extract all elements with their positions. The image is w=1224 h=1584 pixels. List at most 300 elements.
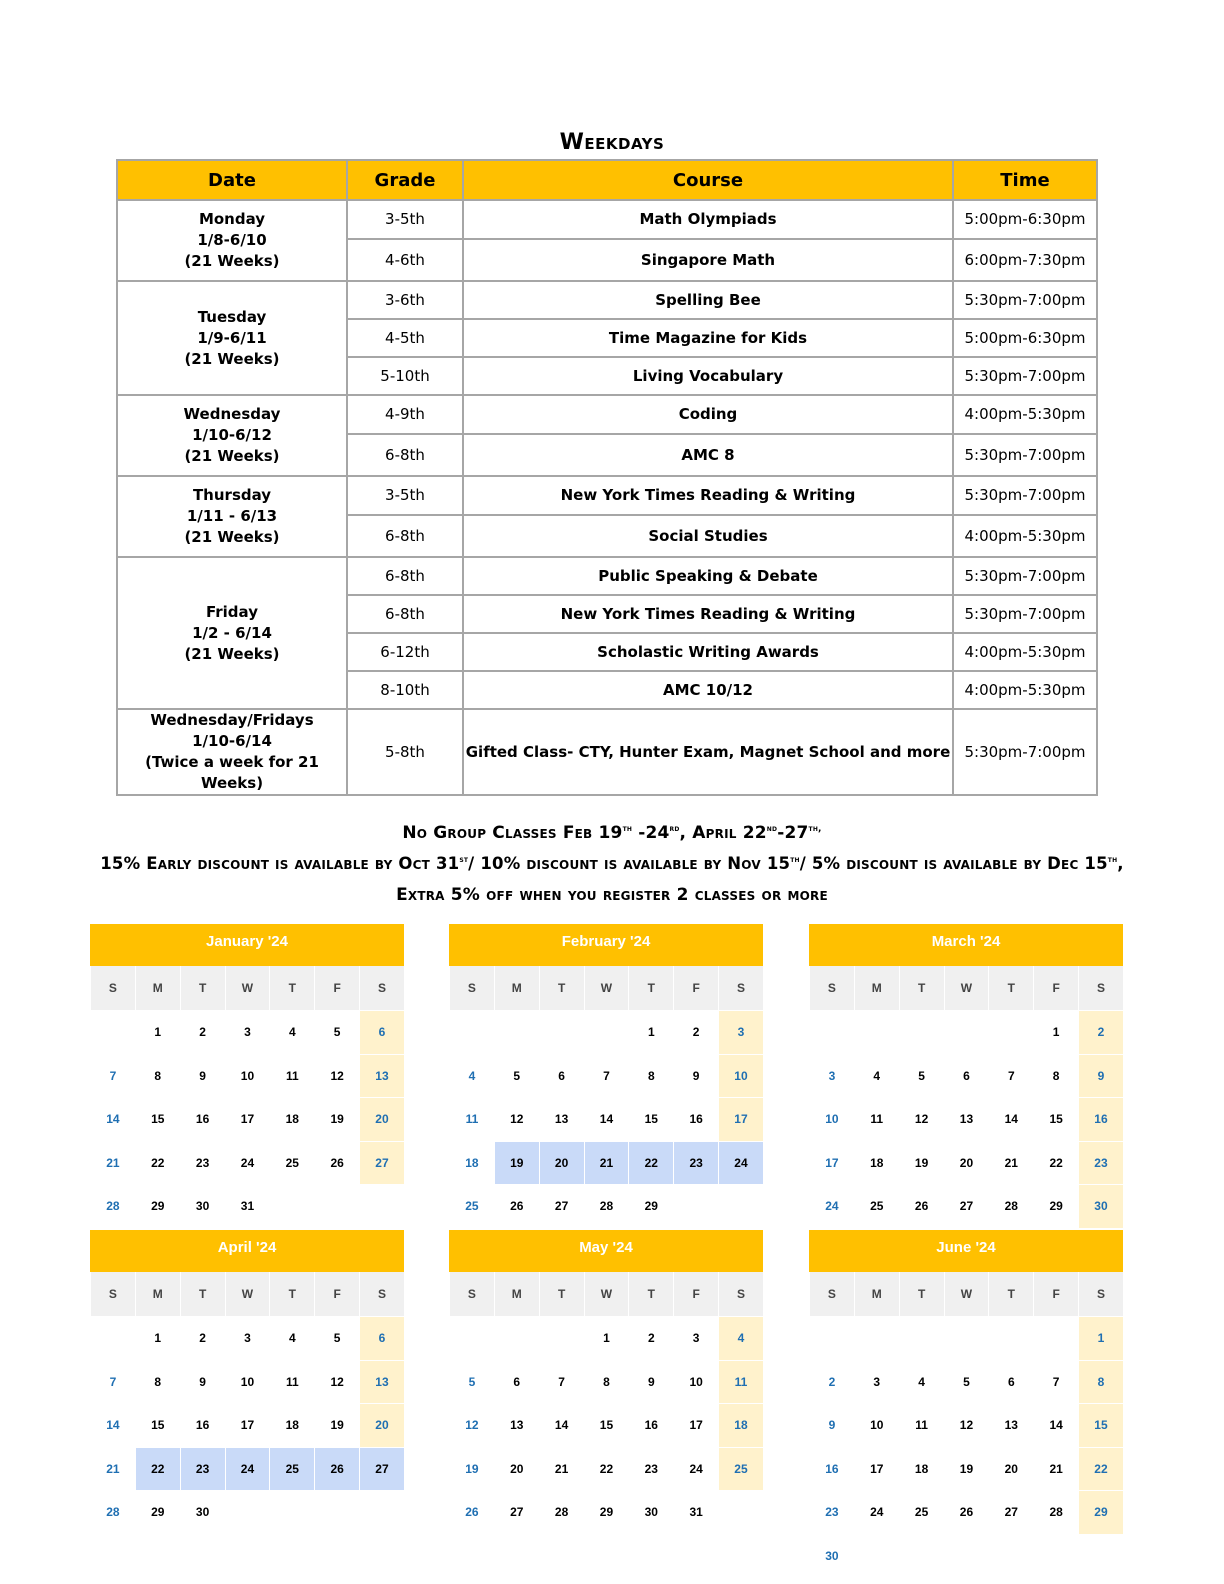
weekday-header: S bbox=[1078, 1272, 1123, 1316]
calendar-empty-cell bbox=[718, 1184, 763, 1228]
calendar-day: 24 bbox=[718, 1141, 763, 1185]
calendar-empty-cell bbox=[449, 1316, 494, 1360]
calendar-day: 4 bbox=[269, 1010, 314, 1054]
calendar-day: 7 bbox=[90, 1360, 135, 1404]
month-grid bbox=[809, 1272, 1123, 1578]
calendar-empty-cell bbox=[854, 1534, 899, 1578]
calendar-day: 25 bbox=[854, 1184, 899, 1228]
date-cell: Wednesday/Fridays 1/10-6/14 (Twice a week for 21 Weeks) bbox=[117, 709, 347, 795]
calendar-day: 11 bbox=[269, 1360, 314, 1404]
calendar-day: 16 bbox=[673, 1097, 718, 1141]
calendar-day: 17 bbox=[225, 1097, 270, 1141]
grade-cell: 8-10th bbox=[347, 671, 463, 709]
calendar-day: 29 bbox=[1078, 1490, 1123, 1534]
calendar-day: 25 bbox=[269, 1447, 314, 1491]
weekday-header: T bbox=[899, 1272, 944, 1316]
weekday-header: M bbox=[135, 966, 180, 1010]
calendar-day: 7 bbox=[1033, 1360, 1078, 1404]
calendar-day: 20 bbox=[359, 1097, 404, 1141]
weekday-header: S bbox=[718, 1272, 763, 1316]
calendar-empty-cell bbox=[809, 1010, 854, 1054]
calendar-day: 4 bbox=[899, 1360, 944, 1404]
calendar-day: 13 bbox=[988, 1403, 1033, 1447]
calendar-empty-cell bbox=[269, 1490, 314, 1534]
calendar-day: 16 bbox=[180, 1403, 225, 1447]
calendar-day: 29 bbox=[584, 1490, 629, 1534]
grade-cell: 4-9th bbox=[347, 395, 463, 434]
table-row bbox=[117, 200, 1097, 239]
weekday-header: W bbox=[584, 1272, 629, 1316]
calendar-day: 27 bbox=[494, 1490, 539, 1534]
calendar-empty-cell bbox=[90, 1010, 135, 1054]
weekday-header: T bbox=[988, 1272, 1033, 1316]
calendar-day: 6 bbox=[494, 1360, 539, 1404]
calendar-day: 24 bbox=[225, 1141, 270, 1185]
grade-cell: 5-10th bbox=[347, 357, 463, 395]
header-time: Time bbox=[953, 160, 1097, 200]
weekday-header: S bbox=[90, 966, 135, 1010]
calendar-day: 4 bbox=[718, 1316, 763, 1360]
calendar-day: 19 bbox=[314, 1097, 359, 1141]
calendar-day: 21 bbox=[988, 1141, 1033, 1185]
calendar-day: 2 bbox=[180, 1316, 225, 1360]
calendar-empty-cell bbox=[944, 1010, 989, 1054]
calendar-day: 13 bbox=[359, 1360, 404, 1404]
calendar-day: 8 bbox=[1033, 1054, 1078, 1098]
course-cell: Social Studies bbox=[463, 515, 953, 557]
calendar-day: 16 bbox=[180, 1097, 225, 1141]
calendar-day: 14 bbox=[539, 1403, 584, 1447]
calendar-day: 23 bbox=[673, 1141, 718, 1185]
time-cell: 5:30pm-7:00pm bbox=[953, 557, 1097, 595]
calendar-day: 13 bbox=[494, 1403, 539, 1447]
calendar-day: 9 bbox=[1078, 1054, 1123, 1098]
calendar-day: 8 bbox=[628, 1054, 673, 1098]
calendar-day: 30 bbox=[180, 1184, 225, 1228]
weekday-header: S bbox=[449, 966, 494, 1010]
calendar-empty-cell bbox=[809, 1316, 854, 1360]
weekday-header: S bbox=[90, 1272, 135, 1316]
calendar-day: 26 bbox=[449, 1490, 494, 1534]
weekday-header: F bbox=[314, 1272, 359, 1316]
calendar-day: 8 bbox=[135, 1360, 180, 1404]
calendar-empty-cell bbox=[718, 1490, 763, 1534]
calendar-day: 11 bbox=[899, 1403, 944, 1447]
calendar-day: 20 bbox=[359, 1403, 404, 1447]
calendar-day: 25 bbox=[449, 1184, 494, 1228]
calendar-day: 26 bbox=[314, 1141, 359, 1185]
weekday-header: M bbox=[854, 966, 899, 1010]
calendar-empty-cell bbox=[359, 1184, 404, 1228]
calendar-empty-cell bbox=[988, 1010, 1033, 1054]
header-course: Course bbox=[463, 160, 953, 200]
calendar-day: 3 bbox=[854, 1360, 899, 1404]
calendar-day: 12 bbox=[494, 1097, 539, 1141]
weekday-header: T bbox=[180, 1272, 225, 1316]
calendar-day: 1 bbox=[1033, 1010, 1078, 1054]
calendar-day: 13 bbox=[539, 1097, 584, 1141]
month-grid bbox=[449, 966, 763, 1228]
month-calendar bbox=[809, 1230, 1123, 1578]
calendar-day: 10 bbox=[718, 1054, 763, 1098]
time-cell: 4:00pm-5:30pm bbox=[953, 671, 1097, 709]
calendar-empty-cell bbox=[899, 1534, 944, 1578]
calendar-day: 10 bbox=[225, 1360, 270, 1404]
time-cell: 5:00pm-6:30pm bbox=[953, 319, 1097, 357]
calendar-day: 26 bbox=[944, 1490, 989, 1534]
calendar-day: 30 bbox=[180, 1490, 225, 1534]
extra-discount-note: Extra 5% off when you register 2 classes or more bbox=[396, 885, 828, 905]
weekday-header: F bbox=[673, 966, 718, 1010]
calendar-day: 2 bbox=[628, 1316, 673, 1360]
calendar-day: 5 bbox=[314, 1316, 359, 1360]
calendar-day: 10 bbox=[225, 1054, 270, 1098]
calendar-empty-cell bbox=[1033, 1534, 1078, 1578]
time-cell: 5:30pm-7:00pm bbox=[953, 476, 1097, 515]
calendar-day: 19 bbox=[944, 1447, 989, 1491]
calendar-empty-cell bbox=[449, 1010, 494, 1054]
month-calendar bbox=[90, 1230, 404, 1534]
calendar-day: 5 bbox=[449, 1360, 494, 1404]
calendar-day: 18 bbox=[449, 1141, 494, 1185]
schedule-table bbox=[116, 159, 1098, 796]
calendar-empty-cell bbox=[1078, 1534, 1123, 1578]
calendar-day: 18 bbox=[899, 1447, 944, 1491]
calendar-empty-cell bbox=[539, 1316, 584, 1360]
calendar-day: 18 bbox=[269, 1097, 314, 1141]
calendar-day: 30 bbox=[1078, 1184, 1123, 1228]
time-cell: 4:00pm-5:30pm bbox=[953, 633, 1097, 671]
weekday-header: W bbox=[225, 1272, 270, 1316]
calendar-day: 26 bbox=[899, 1184, 944, 1228]
calendar-day: 23 bbox=[809, 1490, 854, 1534]
time-cell: 5:30pm-7:00pm bbox=[953, 709, 1097, 795]
calendar-day: 12 bbox=[944, 1403, 989, 1447]
calendar-day: 24 bbox=[673, 1447, 718, 1491]
calendar-day: 12 bbox=[314, 1360, 359, 1404]
weekday-header: M bbox=[854, 1272, 899, 1316]
calendar-day: 22 bbox=[628, 1141, 673, 1185]
calendar-day: 22 bbox=[135, 1141, 180, 1185]
calendar-empty-cell bbox=[988, 1534, 1033, 1578]
calendar-day: 14 bbox=[584, 1097, 629, 1141]
course-cell: AMC 10/12 bbox=[463, 671, 953, 709]
calendar-day: 4 bbox=[449, 1054, 494, 1098]
header-date: Date bbox=[117, 160, 347, 200]
month-title: January '24 bbox=[90, 924, 404, 966]
grade-cell: 6-8th bbox=[347, 515, 463, 557]
calendar-day: 29 bbox=[628, 1184, 673, 1228]
table-row bbox=[117, 395, 1097, 434]
calendar-day: 16 bbox=[628, 1403, 673, 1447]
month-calendar bbox=[449, 1230, 763, 1534]
time-cell: 4:00pm-5:30pm bbox=[953, 515, 1097, 557]
weekday-header: T bbox=[269, 966, 314, 1010]
calendar-day: 6 bbox=[539, 1054, 584, 1098]
calendar-day: 25 bbox=[899, 1490, 944, 1534]
month-title: April '24 bbox=[90, 1230, 404, 1272]
weekday-header: S bbox=[718, 966, 763, 1010]
calendar-empty-cell bbox=[854, 1316, 899, 1360]
calendar-day: 17 bbox=[718, 1097, 763, 1141]
weekday-header: M bbox=[494, 1272, 539, 1316]
calendar-day: 15 bbox=[135, 1403, 180, 1447]
calendar-day: 8 bbox=[1078, 1360, 1123, 1404]
calendar-day: 27 bbox=[944, 1184, 989, 1228]
no-class-note: No Group Classes Feb 19th -24rd, April $22nd-27^{th,}$ bbox=[402, 823, 822, 843]
calendar-day: 19 bbox=[449, 1447, 494, 1491]
calendar-day: 4 bbox=[269, 1316, 314, 1360]
calendar-empty-cell bbox=[854, 1010, 899, 1054]
calendar-empty-cell bbox=[988, 1316, 1033, 1360]
calendar-day: 29 bbox=[135, 1490, 180, 1534]
calendar-day: 6 bbox=[944, 1054, 989, 1098]
calendar-day: 18 bbox=[269, 1403, 314, 1447]
calendar-day: 5 bbox=[899, 1054, 944, 1098]
calendar-day: 3 bbox=[718, 1010, 763, 1054]
table-row bbox=[117, 476, 1097, 515]
course-cell: Coding bbox=[463, 395, 953, 434]
month-title: May '24 bbox=[449, 1230, 763, 1272]
course-cell: Math Olympiads bbox=[463, 200, 953, 239]
calendar-day: 12 bbox=[899, 1097, 944, 1141]
calendar-day: 28 bbox=[1033, 1490, 1078, 1534]
calendar-day: 28 bbox=[90, 1184, 135, 1228]
calendar-day: 24 bbox=[225, 1447, 270, 1491]
calendar-day: 3 bbox=[225, 1010, 270, 1054]
course-cell: AMC 8 bbox=[463, 434, 953, 476]
course-cell: Public Speaking & Debate bbox=[463, 557, 953, 595]
calendar-day: 29 bbox=[1033, 1184, 1078, 1228]
grade-cell: 6-8th bbox=[347, 557, 463, 595]
calendar-day: 7 bbox=[539, 1360, 584, 1404]
calendar-day: 31 bbox=[225, 1184, 270, 1228]
calendar-day: 5 bbox=[944, 1360, 989, 1404]
calendar-day: 14 bbox=[1033, 1403, 1078, 1447]
weekday-header: F bbox=[314, 966, 359, 1010]
calendar-day: 28 bbox=[539, 1490, 584, 1534]
course-cell: Time Magazine for Kids bbox=[463, 319, 953, 357]
month-grid bbox=[809, 966, 1123, 1272]
calendar-empty-cell bbox=[1033, 1316, 1078, 1360]
weekday-header: S bbox=[359, 966, 404, 1010]
grade-cell: 6-8th bbox=[347, 434, 463, 476]
weekday-header: S bbox=[809, 966, 854, 1010]
month-calendar bbox=[809, 924, 1123, 1272]
course-cell: Living Vocabulary bbox=[463, 357, 953, 395]
calendar-empty-cell bbox=[90, 1316, 135, 1360]
calendar-day: 30 bbox=[628, 1490, 673, 1534]
calendar-day: 2 bbox=[180, 1010, 225, 1054]
weekday-header: S bbox=[1078, 966, 1123, 1010]
course-cell: New York Times Reading & Writing bbox=[463, 595, 953, 633]
calendar-empty-cell bbox=[899, 1316, 944, 1360]
weekday-header: T bbox=[628, 966, 673, 1010]
calendar-day: 13 bbox=[359, 1054, 404, 1098]
calendar-empty-cell bbox=[673, 1184, 718, 1228]
calendar-day: 21 bbox=[584, 1141, 629, 1185]
calendar-day: 11 bbox=[269, 1054, 314, 1098]
calendar-day: 15 bbox=[584, 1403, 629, 1447]
calendar-day: 21 bbox=[1033, 1447, 1078, 1491]
weekday-header: S bbox=[359, 1272, 404, 1316]
calendar-day: 18 bbox=[854, 1141, 899, 1185]
calendar-day: 7 bbox=[584, 1054, 629, 1098]
calendar-day: 18 bbox=[718, 1403, 763, 1447]
weekday-header: T bbox=[988, 966, 1033, 1010]
calendar-empty-cell bbox=[539, 1010, 584, 1054]
weekday-header: F bbox=[1033, 1272, 1078, 1316]
weekday-header: M bbox=[135, 1272, 180, 1316]
date-cell: Tuesday 1/9-6/11 (21 Weeks) bbox=[117, 281, 347, 395]
weekday-header: W bbox=[944, 966, 989, 1010]
grade-cell: 5-8th bbox=[347, 709, 463, 795]
calendar-day: 21 bbox=[539, 1447, 584, 1491]
grade-cell: 6-12th bbox=[347, 633, 463, 671]
calendar-day: 1 bbox=[135, 1010, 180, 1054]
month-calendar bbox=[90, 924, 404, 1228]
calendar-day: 28 bbox=[90, 1490, 135, 1534]
calendar-day: 23 bbox=[1078, 1141, 1123, 1185]
calendar-day: 5 bbox=[314, 1010, 359, 1054]
calendar-day: 14 bbox=[90, 1097, 135, 1141]
calendar-day: 10 bbox=[809, 1097, 854, 1141]
time-cell: 5:30pm-7:00pm bbox=[953, 281, 1097, 319]
weekday-header: T bbox=[269, 1272, 314, 1316]
calendar-day: 15 bbox=[1033, 1097, 1078, 1141]
calendar-day: 23 bbox=[180, 1447, 225, 1491]
calendar-empty-cell bbox=[899, 1010, 944, 1054]
table-body bbox=[117, 200, 1097, 795]
calendar-empty-cell bbox=[584, 1010, 629, 1054]
calendar-day: 26 bbox=[314, 1447, 359, 1491]
calendar-day: 15 bbox=[1078, 1403, 1123, 1447]
month-title: June '24 bbox=[809, 1230, 1123, 1272]
calendar-empty-cell bbox=[494, 1010, 539, 1054]
calendar-day: 28 bbox=[584, 1184, 629, 1228]
calendar-day: 9 bbox=[809, 1403, 854, 1447]
calendar-day: 6 bbox=[359, 1316, 404, 1360]
calendar-day: 15 bbox=[135, 1097, 180, 1141]
weekday-header: T bbox=[899, 966, 944, 1010]
calendar-day: 28 bbox=[988, 1184, 1033, 1228]
calendar-day: 16 bbox=[809, 1447, 854, 1491]
weekday-header: S bbox=[449, 1272, 494, 1316]
calendar-day: 29 bbox=[135, 1184, 180, 1228]
time-cell: 5:00pm-6:30pm bbox=[953, 200, 1097, 239]
calendar-empty-cell bbox=[314, 1184, 359, 1228]
header-grade: Grade bbox=[347, 160, 463, 200]
weekday-header: F bbox=[1033, 966, 1078, 1010]
course-cell: New York Times Reading & Writing bbox=[463, 476, 953, 515]
calendar-day: 14 bbox=[90, 1403, 135, 1447]
grade-cell: 3-5th bbox=[347, 476, 463, 515]
calendar-day: 22 bbox=[584, 1447, 629, 1491]
month-grid bbox=[90, 1272, 404, 1534]
calendar-day: 19 bbox=[314, 1403, 359, 1447]
calendar-day: 20 bbox=[494, 1447, 539, 1491]
calendar-day: 23 bbox=[180, 1141, 225, 1185]
calendar-day: 31 bbox=[673, 1490, 718, 1534]
time-cell: 4:00pm-5:30pm bbox=[953, 395, 1097, 434]
calendar-day: 25 bbox=[269, 1141, 314, 1185]
calendar-day: 23 bbox=[628, 1447, 673, 1491]
calendar-day: 19 bbox=[494, 1141, 539, 1185]
calendar-day: 20 bbox=[988, 1447, 1033, 1491]
date-cell: Friday 1/2 - 6/14 (21 Weeks) bbox=[117, 557, 347, 709]
month-title: February '24 bbox=[449, 924, 763, 966]
table-row bbox=[117, 281, 1097, 319]
weekday-header: W bbox=[584, 966, 629, 1010]
grade-cell: 3-5th bbox=[347, 200, 463, 239]
discount-note: 15% Early discount is available by Oct 31st/ 10% discount is available by Nov 15th/ 5% discount is available by Dec 15th, bbox=[100, 854, 1124, 873]
calendar-day: 24 bbox=[809, 1184, 854, 1228]
calendar-day: 12 bbox=[449, 1403, 494, 1447]
calendar-day: 9 bbox=[628, 1360, 673, 1404]
calendar-day: 11 bbox=[449, 1097, 494, 1141]
calendar-day: 6 bbox=[988, 1360, 1033, 1404]
calendar-day: 3 bbox=[673, 1316, 718, 1360]
time-cell: 5:30pm-7:00pm bbox=[953, 357, 1097, 395]
month-grid bbox=[449, 1272, 763, 1534]
calendar-empty-cell bbox=[944, 1316, 989, 1360]
grade-cell: 3-6th bbox=[347, 281, 463, 319]
course-cell: Gifted Class- CTY, Hunter Exam, Magnet School and more bbox=[463, 709, 953, 795]
calendar-day: 21 bbox=[90, 1141, 135, 1185]
weekday-header: T bbox=[539, 1272, 584, 1316]
calendar-day: 26 bbox=[494, 1184, 539, 1228]
calendar-day: 9 bbox=[180, 1054, 225, 1098]
calendar-day: 3 bbox=[809, 1054, 854, 1098]
calendar-day: 8 bbox=[584, 1360, 629, 1404]
weekday-header: S bbox=[809, 1272, 854, 1316]
time-cell: 6:00pm-7:30pm bbox=[953, 239, 1097, 281]
weekday-header: W bbox=[944, 1272, 989, 1316]
calendar-day: 2 bbox=[809, 1360, 854, 1404]
weekday-header: M bbox=[494, 966, 539, 1010]
weekday-header: T bbox=[539, 966, 584, 1010]
weekday-header: W bbox=[225, 966, 270, 1010]
calendar-day: 17 bbox=[673, 1403, 718, 1447]
calendar-day: 13 bbox=[944, 1097, 989, 1141]
calendar-day: 11 bbox=[718, 1360, 763, 1404]
month-calendar bbox=[449, 924, 763, 1228]
calendar-day: 14 bbox=[988, 1097, 1033, 1141]
calendar-day: 1 bbox=[584, 1316, 629, 1360]
calendar-day: 2 bbox=[1078, 1010, 1123, 1054]
calendar-day: 2 bbox=[673, 1010, 718, 1054]
calendar-day: 10 bbox=[854, 1403, 899, 1447]
calendar-day: 5 bbox=[494, 1054, 539, 1098]
calendar-day: 17 bbox=[809, 1141, 854, 1185]
calendar-day: 7 bbox=[90, 1054, 135, 1098]
calendar-day: 9 bbox=[673, 1054, 718, 1098]
calendar-day: 9 bbox=[180, 1360, 225, 1404]
weekday-header: T bbox=[628, 1272, 673, 1316]
calendar-day: 22 bbox=[1078, 1447, 1123, 1491]
month-title: March '24 bbox=[809, 924, 1123, 966]
calendar-day: 16 bbox=[1078, 1097, 1123, 1141]
grade-cell: 4-6th bbox=[347, 239, 463, 281]
calendar-day: 27 bbox=[359, 1447, 404, 1491]
course-cell: Singapore Math bbox=[463, 239, 953, 281]
calendar-day: 22 bbox=[1033, 1141, 1078, 1185]
calendar-day: 20 bbox=[944, 1141, 989, 1185]
date-cell: Wednesday 1/10-6/12 (21 Weeks) bbox=[117, 395, 347, 476]
calendar-day: 6 bbox=[359, 1010, 404, 1054]
calendar-empty-cell bbox=[225, 1490, 270, 1534]
calendar-day: 22 bbox=[135, 1447, 180, 1491]
